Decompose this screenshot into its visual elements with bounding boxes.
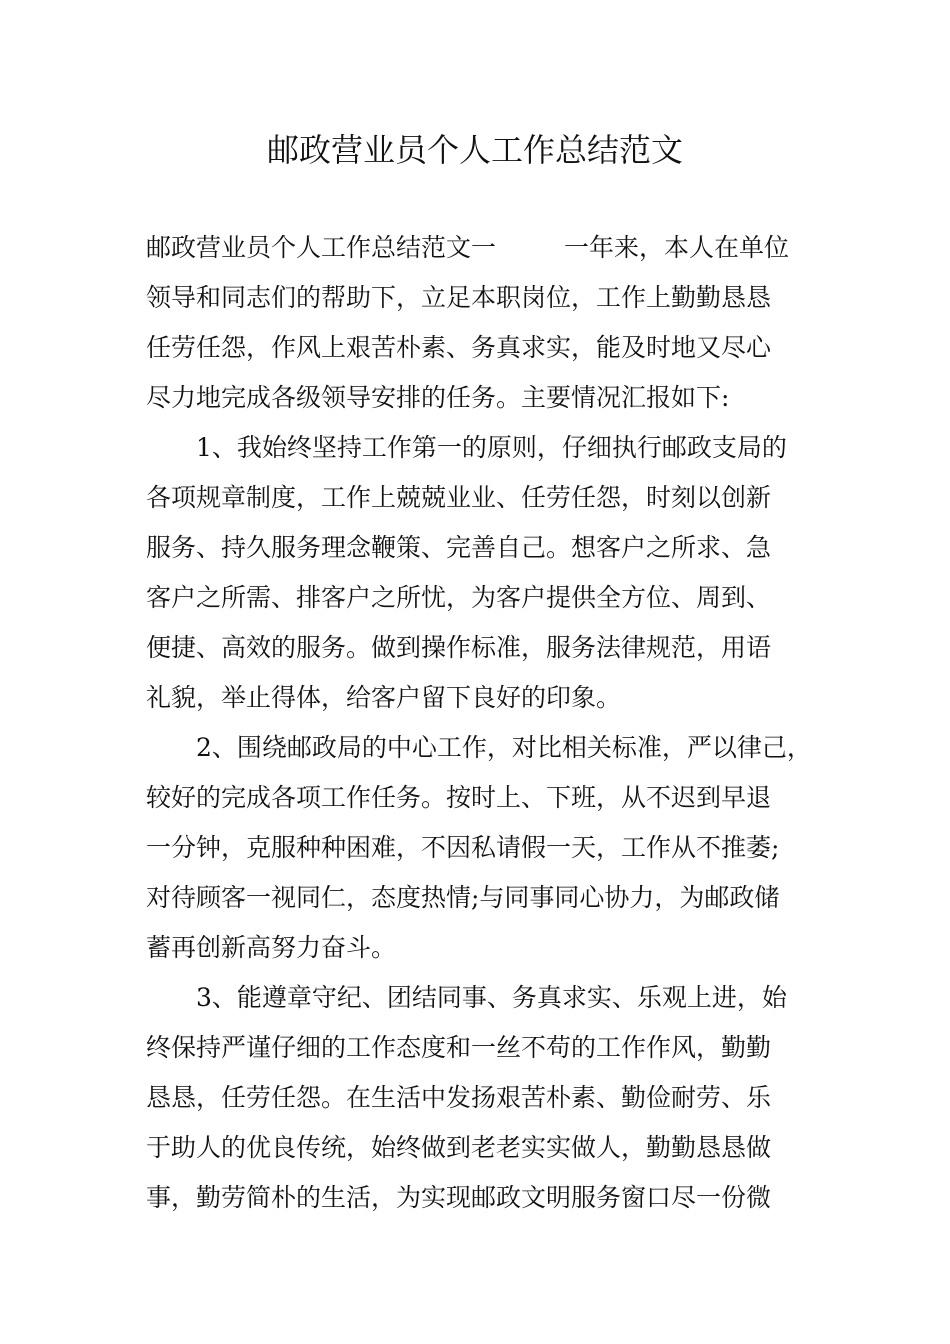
paragraph-line: 1、我始终坚持工作第一的原则，仔细执行邮政支局的 (196, 433, 787, 462)
paragraph-line: 礼貌，举止得体，给客户留下良好的印象。 (146, 683, 622, 712)
paragraph-line: 3、能遵章守纪、团结同事、务真求实、乐观上进，始 (196, 983, 787, 1012)
paragraph-line: 恳恳，任劳任怨。在生活中发扬艰苦朴素、勤俭耐劳、乐 (146, 1083, 772, 1112)
paragraph-line (146, 231, 789, 265)
paragraph-line: 事，勤劳简朴的生活，为实现邮政文明服务窗口尽一份微 (146, 1183, 772, 1212)
paragraph-line: 便捷、高效的服务。做到操作标准，服务法律规范，用语 (146, 633, 772, 662)
paragraph-line: 客户之所需、排客户之所忧，为客户提供全方位、周到、 (146, 583, 772, 612)
paragraph-line: 终保持严谨仔细的工作态度和一丝不苟的工作作风，勤勤 (146, 1033, 772, 1062)
paragraph-line: 对待顾客一视同仁，态度热情;与同事同心协力，为邮政储 (146, 883, 780, 912)
paragraph-line: 蓄再创新高努力奋斗。 (146, 933, 397, 962)
paragraph-line: 服务、持久服务理念鞭策、完善自己。想客户之所求、急 (146, 533, 772, 562)
intro-heading: 邮政营业员个人工作总结范文一 (146, 233, 497, 262)
paragraph-line: 一分钟，克服种种困难，不因私请假一天，工作从不推萎; (146, 833, 780, 862)
paragraph-line: 于助人的优良传统，始终做到老老实实做人，勤勤恳恳做 (146, 1133, 772, 1162)
paragraph-line: 各项规章制度，工作上兢兢业业、任劳任怨，时刻以创新 (146, 483, 772, 512)
paragraph-line: 任劳任怨，作风上艰苦朴素、务真求实，能及时地又尽心 (146, 333, 772, 362)
paragraph-line: 尽力地完成各级领导安排的任务。主要情况汇报如下: (146, 383, 730, 412)
paragraph-line: 领导和同志们的帮助下，立足本职岗位，工作上勤勤恳恳 (146, 283, 772, 312)
paragraph-line: 2、围绕邮政局的中心工作，对比相关标准，严以律己， (196, 733, 812, 762)
document-title: 邮政营业员个人工作总结范文 (266, 131, 683, 169)
paragraph-line: 较好的完成各项工作任务。按时上、下班，从不迟到早退 (146, 783, 772, 812)
intro-text: 一年来，本人在单位 (564, 233, 790, 262)
